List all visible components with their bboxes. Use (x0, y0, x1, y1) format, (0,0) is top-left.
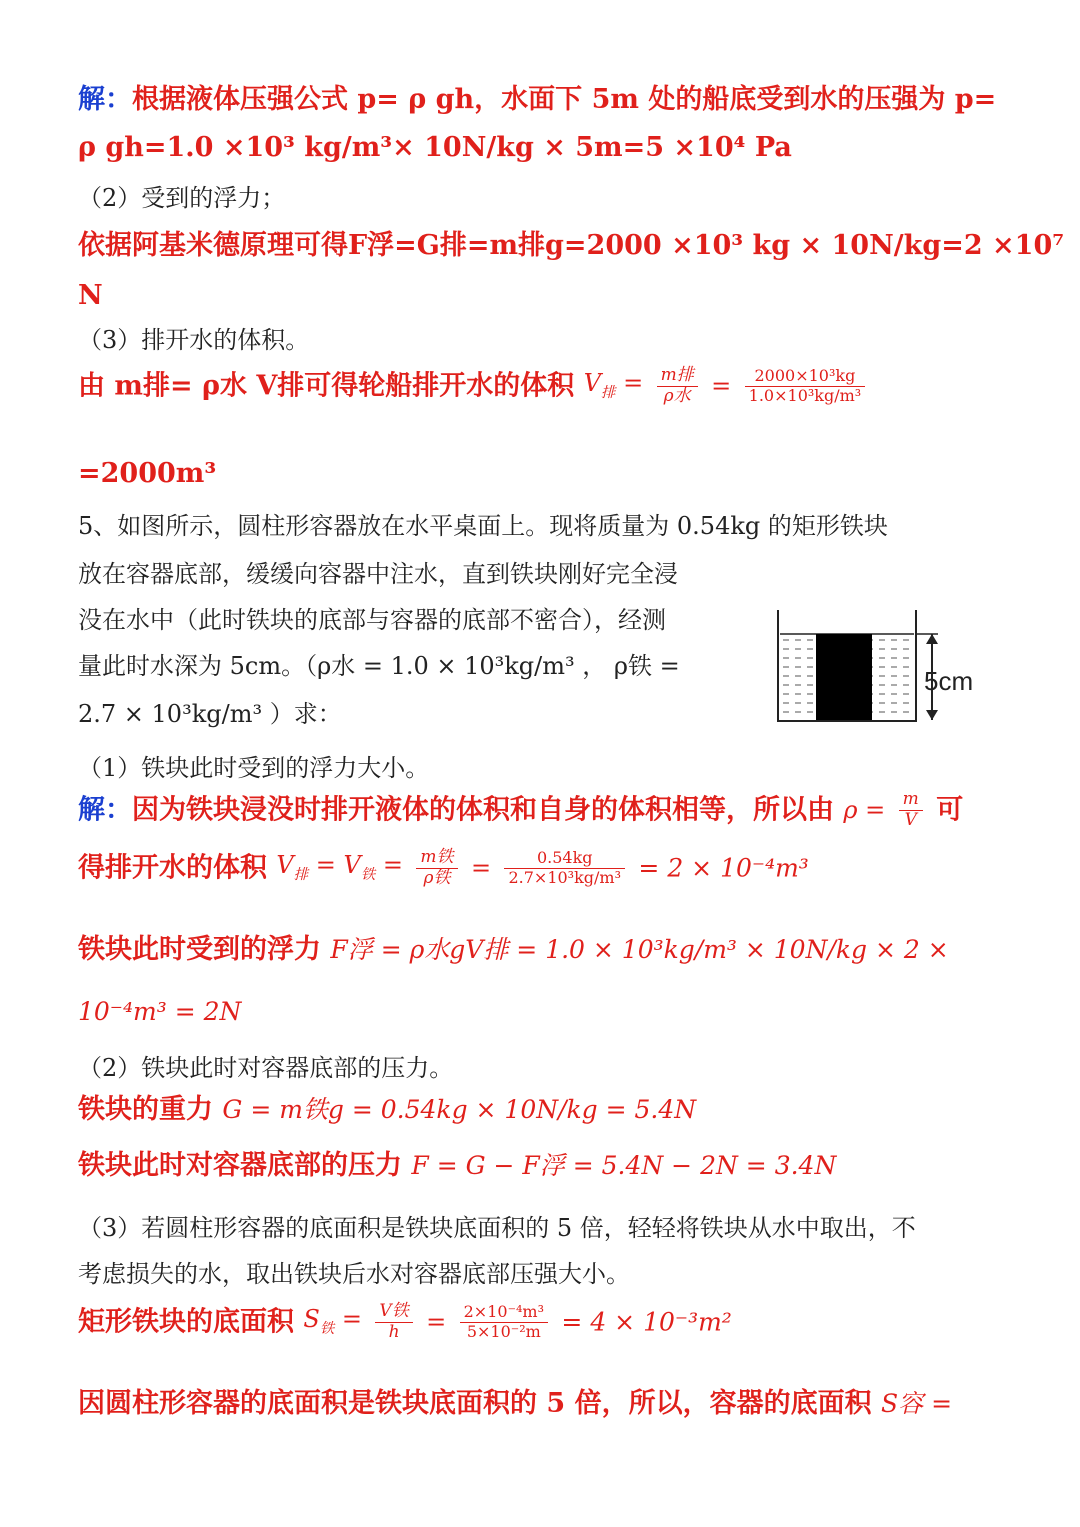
density-fraction: $\frac{m}{V}$ (899, 790, 923, 830)
pressure-formula-text: 根据液体压强公式 p= ρ gh，水面下 5m 处的船底受到水的压强为 p= (132, 84, 997, 115)
volume-fraction-symbolic: $\frac{\text{m排}}{\text{ρ水}}$ (657, 366, 698, 406)
solution-label: 解： (78, 84, 132, 115)
problem-5-line-5: 2.7 × 10³kg/m³ ）求： (78, 700, 342, 728)
gravity-line: 铁块的重力 G = m铁g = 0.54kg × 10N/kg = 5.4N (78, 1094, 697, 1125)
base-area-fraction: $\frac{\text{V铁}}{h}$ (375, 1302, 412, 1342)
buoyancy-unit: N (78, 280, 103, 311)
question-1-label: （1）铁块此时受到的浮力大小。 (78, 754, 430, 782)
water-left (780, 634, 816, 720)
container-diagram (770, 600, 1020, 730)
problem-5-line-4: 量此时水深为 5cm。（ρ水 = 1.0 × 10³kg/m³ ， ρ铁 = (78, 652, 680, 680)
solution-line-17: 铁块此时受到的浮力 F浮 = ρ水gV排 = 1.0 × 10³kg/m³ × 10N/kg × 2 × (78, 934, 949, 965)
container-area-line: 因圆柱形容器的底面积是铁块底面积的 5 倍，所以，容器的底面积 S容 = (78, 1388, 953, 1419)
problem-5-line-2: 放在容器底部，缓缓向容器中注水，直到铁块刚好完全浸 (78, 560, 678, 588)
solution-label-2: 解： (78, 794, 132, 826)
base-area-line: 矩形铁块的底面积 $S_铁$ = $\frac{\text{V铁}}{h}$ = $\frac{\text{2×10⁻⁴m³}}{\text{5×10⁻²m}}$ = 4 × 10⁻³m² (78, 1301, 732, 1342)
water-right (872, 634, 914, 720)
depth-arrow-bottom (926, 710, 938, 720)
iron-volume-numeric: $\frac{0.54kg}{\text{2.7×10³kg/m³}}$ (504, 849, 625, 887)
base-area-numeric: $\frac{\text{2×10⁻⁴m³}}{\text{5×10⁻²m}}$ (460, 1303, 548, 1341)
question-3-label: （3）排开水的体积。 (78, 326, 310, 354)
problem-5-line-3: 没在水中（此时铁块的底部与容器的底部不密合），经测 (78, 606, 666, 634)
volume-derivation: 由 m排= ρ水 V排可得轮船排开水的体积 $V_排$ = $\frac{\text{m排}}{\text{ρ水}}$ = $\frac{\text{2000×10³kg}}{\text{1.0×10³kg/m³}}$ (78, 366, 869, 406)
question-2-label: （2）受到的浮力； (78, 184, 286, 212)
volume-derivation-text: 由 m排= ρ水 V排可得轮船排开水的体积 (78, 370, 575, 402)
question-2b-label: （2）铁块此时对容器底部的压力。 (78, 1054, 454, 1082)
pressure-calculation: ρ gh=1.0 ×10³ kg/m³× 10N/kg × 5m=5 ×10⁴ Pa (78, 132, 792, 163)
question-3b-line-1: （3）若圆柱形容器的底面积是铁块底面积的 5 倍，轻轻将铁块从水中取出，不 (78, 1214, 916, 1242)
iron-block (816, 634, 872, 720)
volume-fraction-numeric: $\frac{\text{2000×10³kg}}{\text{1.0×10³kg/m³}}$ (745, 367, 866, 405)
solution-line-1 (78, 86, 996, 113)
depth-arrow-top (926, 634, 938, 644)
pressure-force-line: 铁块此时对容器底部的压力 F = G − F浮 = 5.4N − 2N = 3.4N (78, 1150, 837, 1181)
depth-label: 5cm (924, 666, 974, 696)
problem-5-line-1: 5、如图所示，圆柱形容器放在水平桌面上。现将质量为 0.54kg 的矩形铁块 (78, 512, 888, 540)
solution-line-18: 10⁻⁴m³ = 2N (78, 997, 242, 1026)
iron-volume-fraction: $\frac{\text{m铁}}{\text{ρ铁}}$ (416, 848, 457, 888)
solution-line-15: 解：因为铁块浸没时排开液体的体积和自身的体积相等，所以由 ρ = $\frac{m}{V}$ 可 (78, 789, 964, 830)
buoyancy-calculation: 依据阿基米德原理可得F浮=G排=m排g=2000 ×10³ kg × 10N/kg=2 ×10⁷ (78, 230, 1065, 261)
volume-result: =2000m³ (78, 458, 217, 489)
question-3b-line-2: 考虑损失的水，取出铁块后水对容器底部压强大小。 (78, 1260, 630, 1288)
solution-line-16: 得排开水的体积 $V_排 = V_铁$ = $\frac{\text{m铁}}{\text{ρ铁}}$ = $\frac{0.54kg}{\text{2.7×10³kg/m³}}$ = 2 × 10⁻⁴m³ (78, 847, 809, 888)
